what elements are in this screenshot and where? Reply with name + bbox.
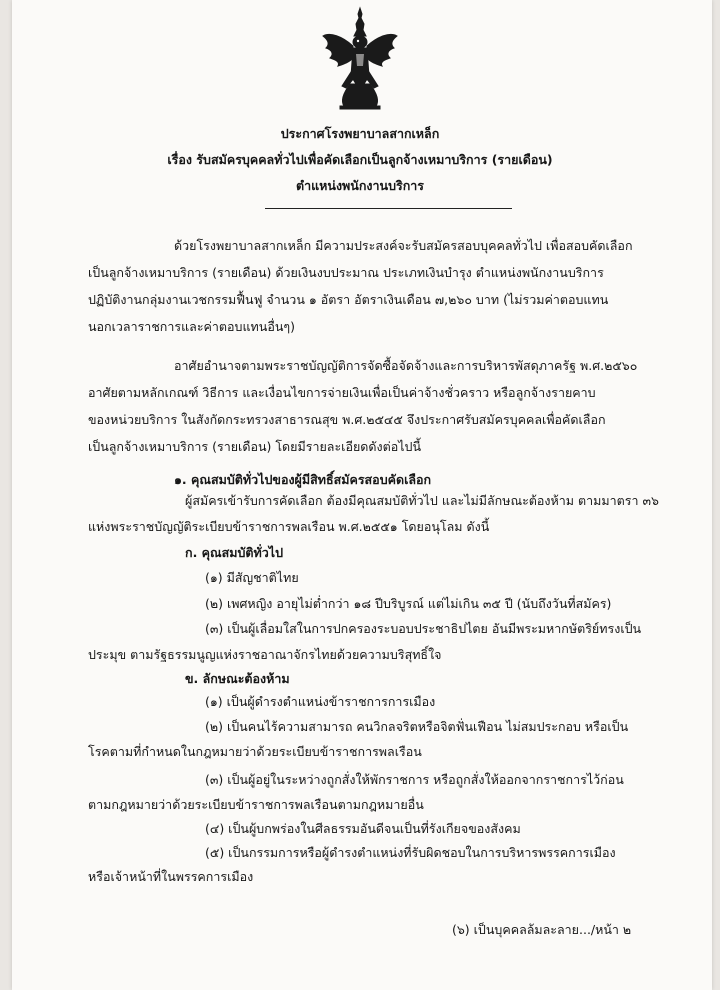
- para2-line: อาศัยตามหลักเกณฑ์ วิธีการ และเงื่อนไขการจ่ายเงินเพื่อเป็นค่าจ้างชั่วคราว หรือลูกจ้างรายคาบ: [88, 385, 596, 400]
- garuda-emblem: [320, 6, 400, 112]
- sub-b-item: (๕) เป็นกรรมการหรือผู้ดำรงตำแหน่งที่รับผิดชอบในการบริหารพรรคการเมือง: [205, 845, 616, 860]
- sub-b-title: ข. ลักษณะต้องห้าม: [185, 671, 290, 686]
- para2-line: ของหน่วยบริการ ในสังกัดกระทรวงสาธารณสุข พ.ศ.๒๕๔๕ จึงประกาศรับสมัครบุคคลเพื่อคัดเลือก: [88, 412, 606, 427]
- section1-title: ๑. คุณสมบัติทั่วไปของผู้มีสิทธิ์สมัครสอบคัดเลือก: [174, 472, 432, 487]
- sub-a-title: ก. คุณสมบัติทั่วไป: [185, 545, 284, 560]
- para2-line: เป็นลูกจ้างเหมาบริการ (รายเดือน) โดยมีรายละเอียดดังต่อไปนี้: [88, 439, 422, 454]
- position-title: ตำแหน่งพนักงานบริการ: [295, 178, 425, 193]
- sub-a-item: (๒) เพศหญิง อายุไม่ต่ำกว่า ๑๘ ปีบริบูรณ์ แต่ไม่เกิน ๓๕ ปี (นับถึงวันที่สมัคร): [205, 596, 612, 611]
- sub-a-item: (๑) มีสัญชาติไทย: [205, 570, 299, 585]
- sub-b-item: (๓) เป็นผู้อยู่ในระหว่างถูกสั่งให้พักราชการ หรือถูกสั่งให้ออกจากราชการไว้ก่อน: [205, 772, 624, 787]
- sub-b-item: (๑) เป็นผู้ดำรงตำแหน่งข้าราชการการเมือง: [205, 694, 436, 709]
- sub-b-item: (๒) เป็นคนไร้ความสามารถ คนวิกลจริตหรือจิตฟั่นเฟือน ไม่สมประกอบ หรือเป็น: [205, 719, 629, 734]
- announcement-title: ประกาศโรงพยาบาลสากเหล็ก: [280, 126, 440, 141]
- para1-line: นอกเวลาราชการและค่าตอบแทนอื่นๆ): [88, 319, 295, 334]
- sub-b-item-cont: ตามกฎหมายว่าด้วยระเบียบข้าราชการพลเรือนตามกฎหมายอื่น: [88, 797, 424, 812]
- sub-b-item: (๔) เป็นผู้บกพร่องในศีลธรรมอันดีจนเป็นที่รังเกียจของสังคม: [205, 821, 521, 836]
- para2-line: อาศัยอำนาจตามพระราชบัญญัติการจัดซื้อจัดจ้างและการบริหารพัสดุภาครัฐ พ.ศ.๒๕๖๐: [174, 358, 638, 373]
- sub-b-item-cont: โรคตามที่กำหนดในกฎหมายว่าด้วยระเบียบข้าราชการพลเรือน: [88, 744, 422, 759]
- section1-intro-line: ผู้สมัครเข้ารับการคัดเลือก ต้องมีคุณสมบัติทั่วไป และไม่มีลักษณะต้องห้าม ตามมาตรา ๓๖: [185, 493, 659, 508]
- sub-a-item-cont: ประมุข ตามรัฐธรรมนูญแห่งราชอาณาจักรไทยด้วยความบริสุทธิ์ใจ: [88, 647, 442, 662]
- para1-line: ด้วยโรงพยาบาลสากเหล็ก มีความประสงค์จะรับสมัครสอบบุคคลทั่วไป เพื่อสอบคัดเลือก: [174, 238, 633, 253]
- sub-a-item: (๓) เป็นผู้เลื่อมใสในการปกครองระบอบประชาธิปไตย อันมีพระมหากษัตริย์ทรงเป็น: [205, 621, 642, 636]
- continuation-note: (๖) เป็นบุคคลล้มละลาย.../หน้า ๒: [452, 922, 632, 937]
- para1-line: เป็นลูกจ้างเหมาบริการ (รายเดือน) ด้วยเงินงบประมาณ ประเภทเงินบำรุง ตำแหน่งพนักงานบริการ: [88, 265, 604, 280]
- heading-divider: [265, 208, 512, 209]
- section1-intro-line: แห่งพระราชบัญญัติระเบียบข้าราชการพลเรือน พ.ศ.๒๕๕๑ โดยอนุโลม ดังนี้: [88, 519, 490, 534]
- sub-b-item-cont: หรือเจ้าหน้าที่ในพรรคการเมือง: [88, 869, 254, 884]
- subject-line: เรื่อง รับสมัครบุคคลทั่วไปเพื่อคัดเลือกเป็นลูกจ้างเหมาบริการ (รายเดือน): [167, 152, 553, 167]
- para1-line: ปฏิบัติงานกลุ่มงานเวชกรรมฟื้นฟู จำนวน ๑ อัตรา อัตราเงินเดือน ๗,๒๖๐ บาท (ไม่รวมค่าตอบแทน: [88, 292, 609, 307]
